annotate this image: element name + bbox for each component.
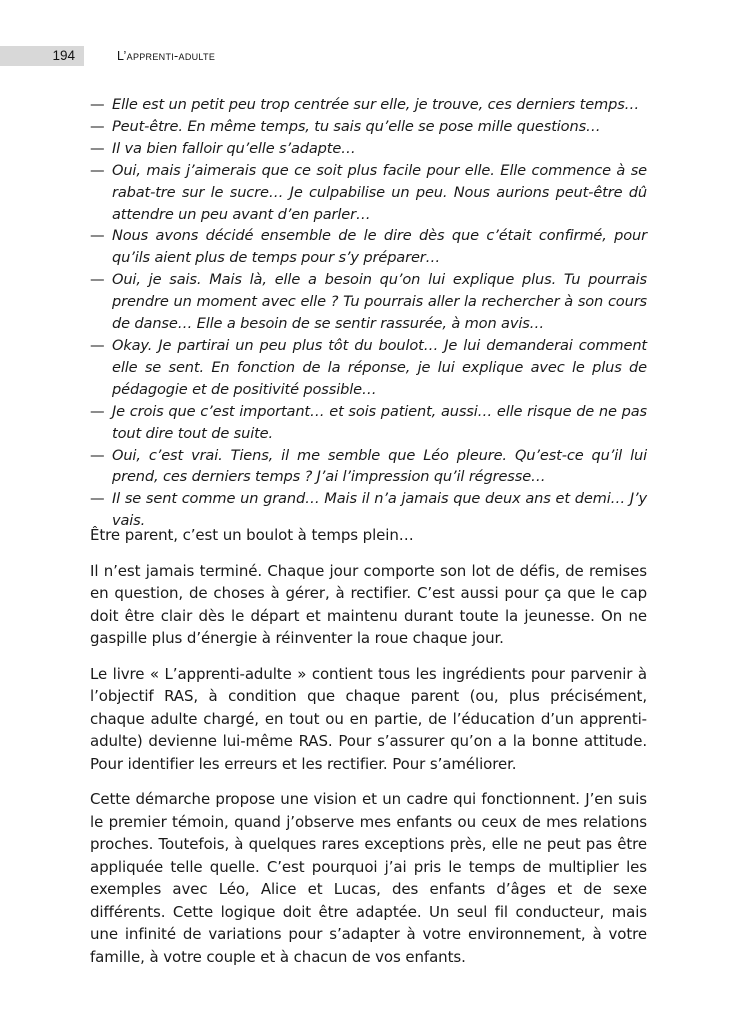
dialogue-dash: — [90,336,105,354]
dialogue-text: Peut-être. En même temps, tu sais qu’elle se pose mille questions… [112,117,601,135]
dialogue-dash: — [90,139,105,157]
dialogue-dash: — [90,446,105,464]
dialogue-dash: — [90,96,105,113]
paragraph: Cette démarche propose une vision et un cadre qui fonctionnent. J’en suis le premier témoin, quand j’observe mes enfants ou ceux de mes relations proches. Toutefois, à quelques rares exceptions près, elle ne peut pas être appliquée telle quelle. C’est pourquoi j’ai pris le temps de multiplier les exemples avec Léo, Alice et Lucas, des enfants d’âges et de sexe différents. Cette logique doit être adaptée. Un seul fil conducteur, mais une infinité de variations pour s’adapter à votre environnement, à votre famille, à votre couple et à chacun de vos enfants. [90,790,647,966]
page-header [0,46,730,68]
dialogue-text: Okay. Je partirai un peu plus tôt du boulot… Je lui demanderai comment elle se sent. En fonction de la réponse, je lui explique avec le plus de pédagogie et de positivité possible… [112,336,647,398]
dialogue-dash: — [90,161,105,179]
dialogue-line [90,116,647,138]
dialogue-text: Elle est un petit peu trop centrée sur elle, je trouve, ces derniers temps… [112,96,640,113]
dialogue-text: Je crois que c’est important… et sois patient, aussi… elle risque de ne pas tout dire tout de suite. [112,402,647,442]
dialogue-line [90,225,647,269]
dialogue-line [90,401,647,445]
dialogue-line [90,94,647,116]
paragraph: Être parent, c’est un boulot à temps plein… [90,526,414,544]
dialogue-text: Nous avons décidé ensemble de le dire dès que c’était confirmé, pour qu’ils aient plus de temps pour s’y préparer… [112,227,647,267]
dialogue-list [90,94,647,532]
dialogue-text: Il se sent comme un grand… Mais il n’a jamais que deux ans et demi… J’y vais. [112,490,647,530]
dialogue-line [90,160,647,226]
dialogue-text: Oui, je sais. Mais là, elle a besoin qu’on lui explique plus. Tu pourrais prendre un moment avec elle ? Tu pourrais aller la rechercher à son cours de danse… Elle a besoin de se sentir rassurée, à mon avis… [112,271,647,333]
paragraph: Il n’est jamais terminé. Chaque jour comporte son lot de défis, de remises en question, de choses à gérer, à rectifier. C’est aussi pour ça que le cap doit être clair dès le départ et maintenu durant toute la jeunesse. On ne gaspille plus d’énergie à réinventer la roue chaque jour. [90,561,647,647]
dialogue-dash: — [90,271,105,289]
dialogue-dash: — [90,227,105,245]
dialogue-dash: — [90,402,105,420]
dialogue-line [90,138,647,160]
body-text [90,524,647,981]
dialogue-dash: — [90,117,105,135]
paragraph: Le livre « L’apprenti-adulte » contient tous les ingrédients pour parvenir à l’objectif RAS, à condition que chaque parent (ou, plus précisément, chaque adulte chargé, en tout ou en partie, de l’éducation d’un apprenti-adulte) devienne lui-même RAS. Pour s’assurer qu’on a la bonne attitude. Pour identifier les erreurs et les rectifier. Pour s’améliorer. [90,664,647,773]
dialogue-line [90,445,647,489]
dialogue-line [90,269,647,335]
running-title: L’apprenti-adulte [117,49,216,63]
dialogue-text: Oui, mais j’aimerais que ce soit plus facile pour elle. Elle commence à se rabat-tre sur le sucre… Je culpabilise un peu. Nous aurions peut-être dû attendre un peu avant d’en parler… [112,161,647,223]
dialogue-text: Il va bien falloir qu’elle s’adapte… [112,139,356,157]
dialogue-dash: — [90,490,105,508]
page-number-box [0,46,84,66]
dialogue-line [90,335,647,401]
page-number: 194 [52,48,75,63]
dialogue-text: Oui, c’est vrai. Tiens, il me semble que Léo pleure. Qu’est-ce qu’il lui prend, ces derniers temps ? J’ai l’impression qu’il régresse… [112,446,647,486]
